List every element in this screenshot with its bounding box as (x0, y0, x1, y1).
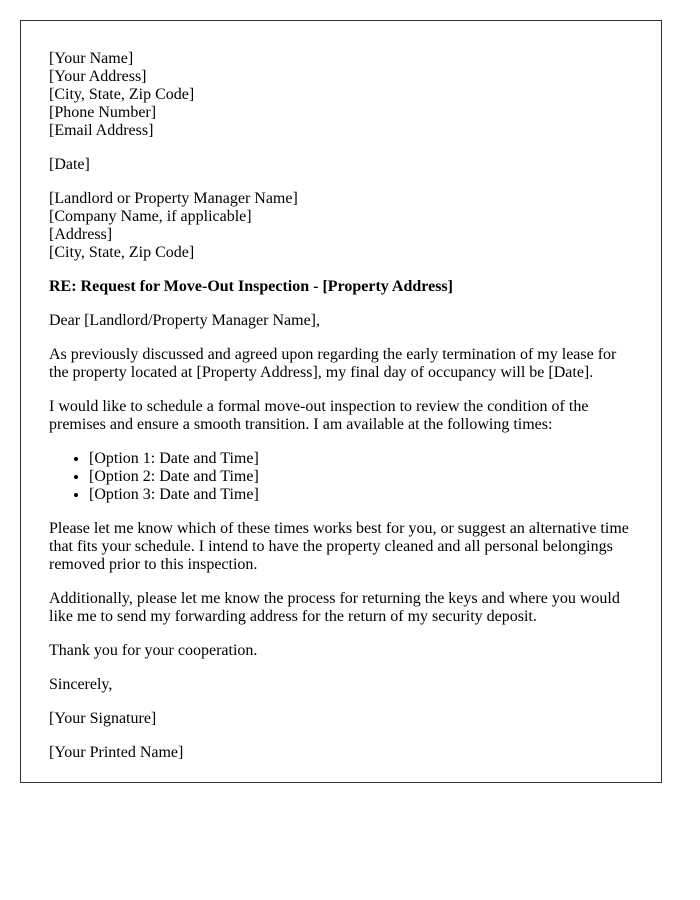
letter (20, 20, 662, 783)
sender-block (49, 50, 634, 140)
recipient-city: [City, State, Zip Code] (49, 244, 195, 261)
sender-phone: [Phone Number] (49, 104, 157, 121)
body-paragraph: Additionally, please let me know the process for returning the keys and where you would like me to send my forwarding address for the return of my security deposit. (49, 590, 620, 625)
subject-line: RE: Request for Move-Out Inspection - [Property Address] (49, 278, 453, 295)
signature: [Your Signature] (49, 710, 157, 727)
sender-email: [Email Address] (49, 122, 154, 139)
sender-city: [City, State, Zip Code] (49, 86, 195, 103)
option-item: • [Option 3: Date and Time] (89, 486, 634, 504)
body-paragraph: Please let me know which of these times works best for you, or suggest an alternative time that fits your schedule. I intend to have the property cleaned and all personal belongings removed prior to this inspection. (49, 520, 629, 573)
recipient-block (49, 190, 634, 262)
sender-name: [Your Name] (49, 50, 134, 67)
option-item: • [Option 2: Date and Time] (89, 468, 634, 486)
option-item: • [Option 1: Date and Time] (89, 450, 634, 468)
printed-name: [Your Printed Name] (49, 744, 184, 761)
date: [Date] (49, 156, 90, 173)
sender-address: [Your Address] (49, 68, 147, 85)
salutation: Dear [Landlord/Property Manager Name], (49, 312, 320, 329)
recipient-address: [Address] (49, 226, 113, 243)
recipient-name: [Landlord or Property Manager Name] (49, 190, 298, 207)
options-list (49, 450, 634, 504)
body-paragraph: As previously discussed and agreed upon regarding the early termination of my lease for the property located at [Property Address], my final day of occupancy will be [Date]. (49, 346, 617, 381)
recipient-company: [Company Name, if applicable] (49, 208, 252, 225)
thanks-line: Thank you for your cooperation. (49, 642, 258, 659)
body-paragraph: I would like to schedule a formal move-out inspection to review the condition of the premises and ensure a smooth transition. I am available at the following times: (49, 398, 589, 433)
closing: Sincerely, (49, 676, 113, 693)
